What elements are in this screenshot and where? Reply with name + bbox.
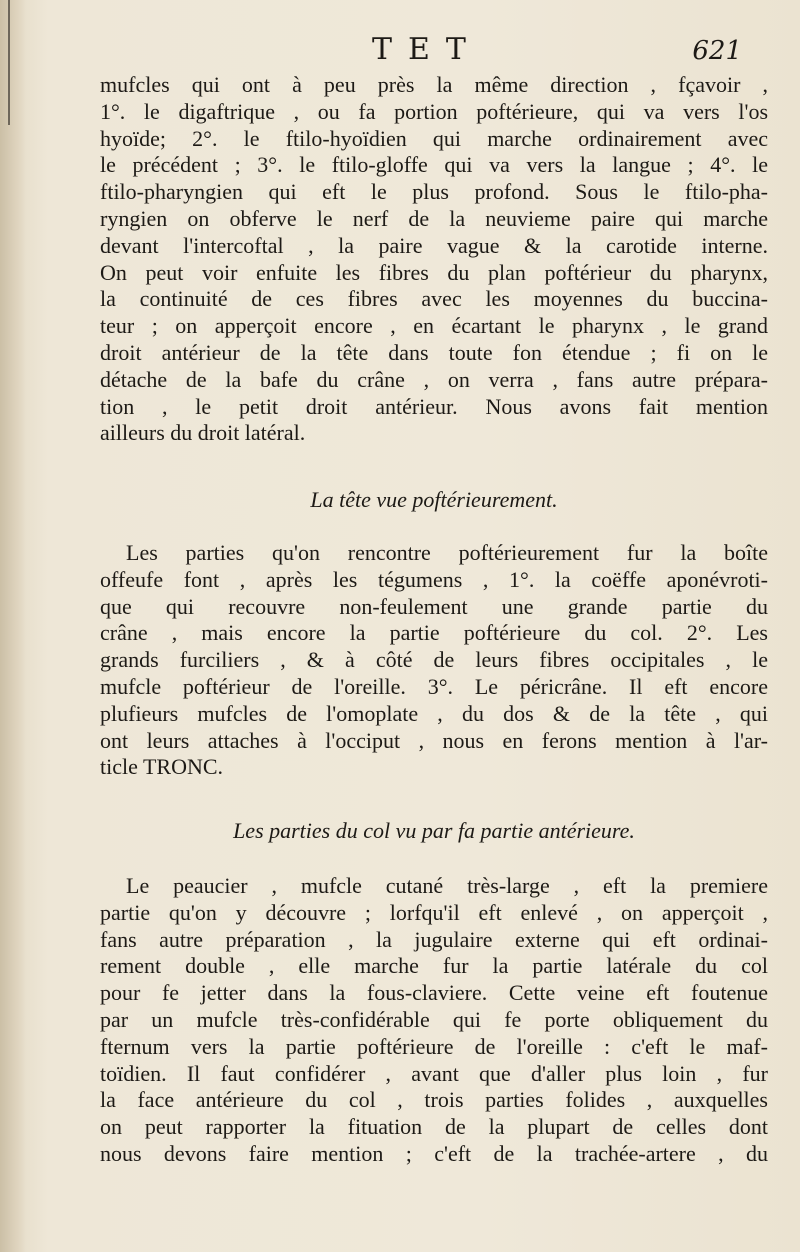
paragraph-1 — [100, 72, 768, 447]
text-line: crâne , mais encore la partie poftérieure du col. 2°. Les — [100, 620, 768, 646]
text-line: tion , le petit droit antérieur. Nous avons fait mention — [100, 393, 768, 419]
text-line: ftilo-pharyngien qui eft le plus profond. Sous le ftilo-pha- — [100, 179, 768, 205]
section-title: Les parties du col vu par fa partie antérieure. — [233, 818, 635, 843]
text-line: offeufe font , après les tégumens , 1°. la coëffe aponévroti- — [100, 566, 768, 592]
section-title: La tête vue poftérieurement. — [310, 487, 558, 512]
text-line: on peut rapporter la fituation de la plupart de celles dont — [100, 1114, 768, 1140]
text-line: devant l'intercoftal , la paire vague & la carotide interne. — [100, 232, 768, 258]
text-line: 1°. le digaftrique , ou fa portion poftérieure, qui va vers l'os — [100, 98, 768, 124]
text-line: ailleurs du droit latéral. — [100, 420, 306, 446]
text-line: Le peaucier , mufcle cutané très-large , eft la premiere — [126, 873, 768, 898]
text-line: toïdien. Il faut confidérer , avant que d'aller plus loin , fur — [100, 1060, 768, 1086]
text-line: ryngien on obferve le nerf de la neuvieme paire qui marche — [100, 205, 768, 231]
text-line: ont leurs attaches à l'occiput , nous en ferons mention à l'ar- — [100, 727, 768, 753]
text-line: que qui recouvre non-feulement une grande partie du — [100, 593, 768, 619]
text-line: mufcles qui ont à peu près la même direction , fçavoir , — [100, 72, 768, 97]
text-line: fans autre préparation , la jugulaire externe qui eft ordinai- — [100, 926, 768, 952]
running-header — [0, 32, 800, 72]
text-line: la continuité de ces fibres avec les moyennes du buccina- — [100, 286, 768, 312]
text-line: pour fe jetter dans la fous-claviere. Cette veine eft foutenue — [100, 980, 768, 1006]
text-line: plufieurs mufcles de l'omoplate , du dos & de la tête , qui — [100, 700, 768, 726]
text-line: On peut voir enfuite les fibres du plan poftérieur du pharynx, — [100, 259, 768, 285]
text-line: nous devons faire mention ; c'eft de la trachée-artere , du — [100, 1140, 768, 1166]
text-line: la face antérieure du col , trois parties folides , auxquelles — [100, 1087, 768, 1113]
text-line: Les parties qu'on rencontre poftérieurement fur la boîte — [126, 540, 768, 565]
paragraph-2 — [100, 540, 768, 781]
paragraph-3 — [100, 873, 768, 1168]
text-line: détache de la bafe du crâne , on verra , fans autre prépara- — [100, 366, 768, 392]
text-line: le précédent ; 3°. le ftilo-gloffe qui va vers la langue ; 4°. le — [100, 152, 768, 178]
text-line: partie qu'on y découvre ; lorfqu'il eft enlevé , on apperçoit , — [100, 899, 768, 925]
text-line: ticle TRONC. — [100, 754, 224, 780]
header-title: TET — [372, 32, 482, 67]
page-number: 621 — [692, 36, 742, 66]
text-line: hyoïde; 2°. le ftilo-hyoïdien qui marche ordinairement avec — [100, 125, 768, 151]
text-line: par un mufcle très-confidérable qui fe porte obliquement du — [100, 1006, 768, 1032]
text-line: mufcle poftérieur de l'oreille. 3°. Le péricrâne. Il eft encore — [100, 673, 768, 699]
text-line: droit antérieur de la tête dans toute fon étendue ; fi on le — [100, 339, 768, 365]
page-gutter — [0, 0, 26, 1252]
text-line: teur ; on apperçoit encore , en écartant le pharynx , le grand — [100, 313, 768, 339]
text-line: fternum vers la partie poftérieure de l'oreille : c'eft le maf- — [100, 1033, 768, 1059]
text-line: rement double , elle marche fur la partie latérale du col — [100, 953, 768, 979]
text-line: grands furciliers , & à côté de leurs fibres occipitales , le — [100, 647, 768, 673]
